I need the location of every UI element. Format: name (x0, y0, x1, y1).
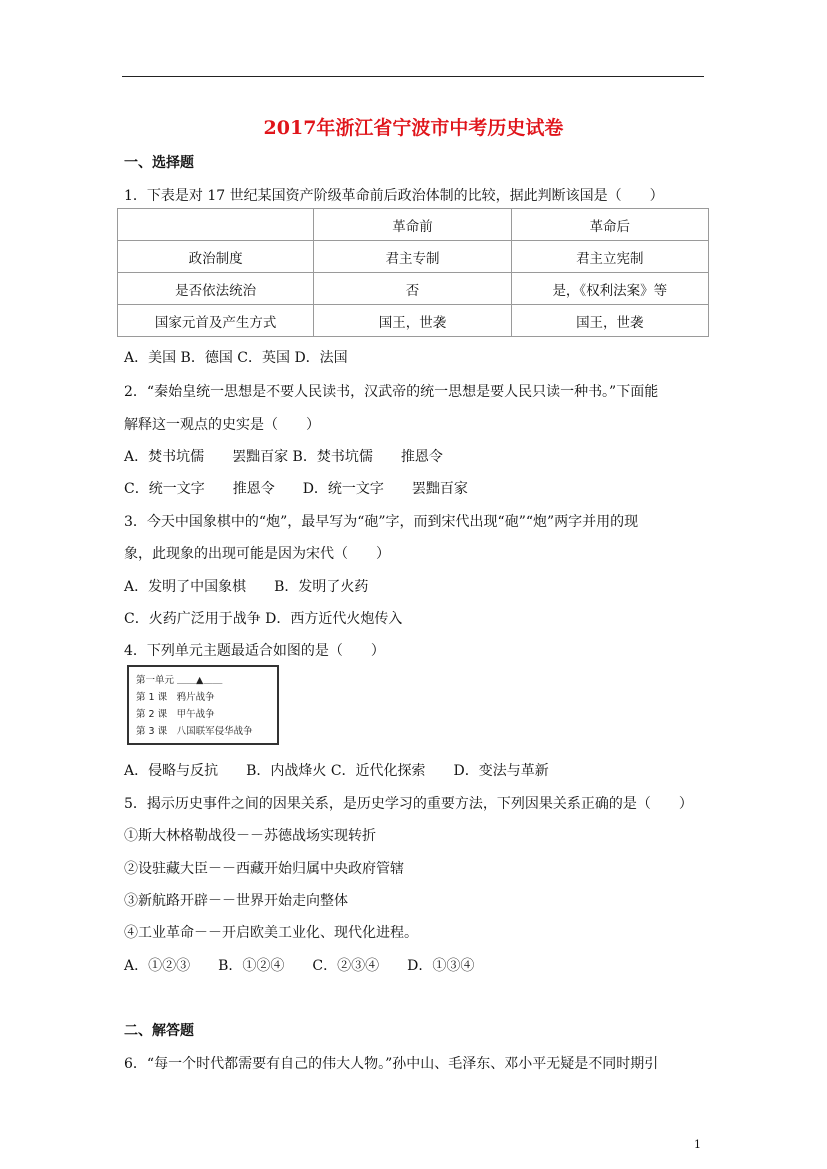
table-cell: 国王，世袭 (511, 305, 708, 337)
table-cell: 君主立宪制 (511, 241, 708, 273)
q2-options-line2: C．统一文字 推恩令 D．统一文字 罢黜百家 (124, 481, 468, 497)
q5-item: ④工业革命－－开启欧美工业化、现代化进程。 (124, 925, 418, 941)
table-cell: 否 (314, 273, 511, 305)
q1-comparison-table (117, 208, 709, 337)
table-header-cell: 革命后 (511, 209, 708, 241)
section-heading-answer: 二、解答题 (124, 1023, 194, 1039)
q3-options-line2: C．火药广泛用于战争 D．西方近代火炮传入 (124, 611, 403, 627)
table-cell: 政治制度 (118, 241, 314, 273)
table-cell: 国王，世袭 (314, 305, 511, 337)
q6-stem: 6．“每一个时代都需要有自己的伟大人物。”孙中山、毛泽东、邓小平无疑是不同时期引 (124, 1056, 659, 1072)
q4-options: A．侵略与反抗 B．内战烽火 C．近代化探索 D．变法与革新 (124, 763, 549, 779)
table-cell (118, 209, 314, 241)
table-cell: 君主专制 (314, 241, 511, 273)
table-header-row (118, 209, 709, 241)
q5-stem: 5．揭示历史事件之间的因果关系，是历史学习的重要方法，下列因果关系正确的是（ ） (124, 796, 693, 812)
table-cell: 是，《权利法案》等 (511, 273, 708, 305)
q2-options-line1: A．焚书坑儒 罢黜百家 B．焚书坑儒 推恩令 (124, 449, 443, 465)
q3-stem-line2: 象，此现象的出现可能是因为宋代（ ） (124, 546, 390, 562)
q5-options: A．①②③ B．①②④ C．②③④ D．①③④ (124, 958, 475, 974)
page-number: 1 (694, 1138, 701, 1151)
figure-lesson: 第 3 课 八国联军侵华战争 (136, 726, 253, 737)
q3-stem-line1: 3．今天中国象棋中的“炮”，最早写为“砲”字，而到宋代出现“砲”“炮”两字并用的现 (124, 514, 639, 530)
table-row (118, 241, 709, 273)
table-header-cell: 革命前 (314, 209, 511, 241)
figure-lesson: 第 1 课 鸦片战争 (136, 692, 215, 703)
header-rule (122, 76, 704, 77)
q4-stem: 4．下列单元主题最适合如图的是（ ） (124, 643, 385, 659)
figure-unit-heading: 第一单元 ＿＿▲＿＿ (136, 675, 223, 686)
table-row (118, 305, 709, 337)
q2-stem-line1: 2．“秦始皇统一思想是不要人民读书，汉武帝的统一思想是要人民只读一种书。”下面能 (124, 384, 659, 400)
q1-stem: 1．下表是对 17 世纪某国资产阶级革命前后政治体制的比较，据此判断该国是（ ） (124, 188, 664, 204)
page-title: 2017年浙江省宁波市中考历史试卷 (263, 117, 564, 139)
q5-item: ②设驻藏大臣－－西藏开始归属中央政府管辖 (124, 861, 404, 877)
q1-options: A．美国 B．德国 C．英国 D．法国 (124, 350, 348, 366)
q2-stem-line2: 解释这一观点的史实是（ ） (124, 417, 320, 433)
q5-item: ③新航路开辟－－世界开始走向整体 (124, 893, 348, 909)
section-heading-choice: 一、选择题 (124, 155, 194, 171)
table-cell: 是否依法统治 (118, 273, 314, 305)
q4-unit-figure (127, 665, 279, 745)
table-row (118, 273, 709, 305)
table-cell: 国家元首及产生方式 (118, 305, 314, 337)
figure-lesson: 第 2 课 甲午战争 (136, 709, 215, 720)
q3-options-line1: A．发明了中国象棋 B．发明了火药 (124, 579, 369, 595)
q5-item: ①斯大林格勒战役－－苏德战场实现转折 (124, 828, 376, 844)
